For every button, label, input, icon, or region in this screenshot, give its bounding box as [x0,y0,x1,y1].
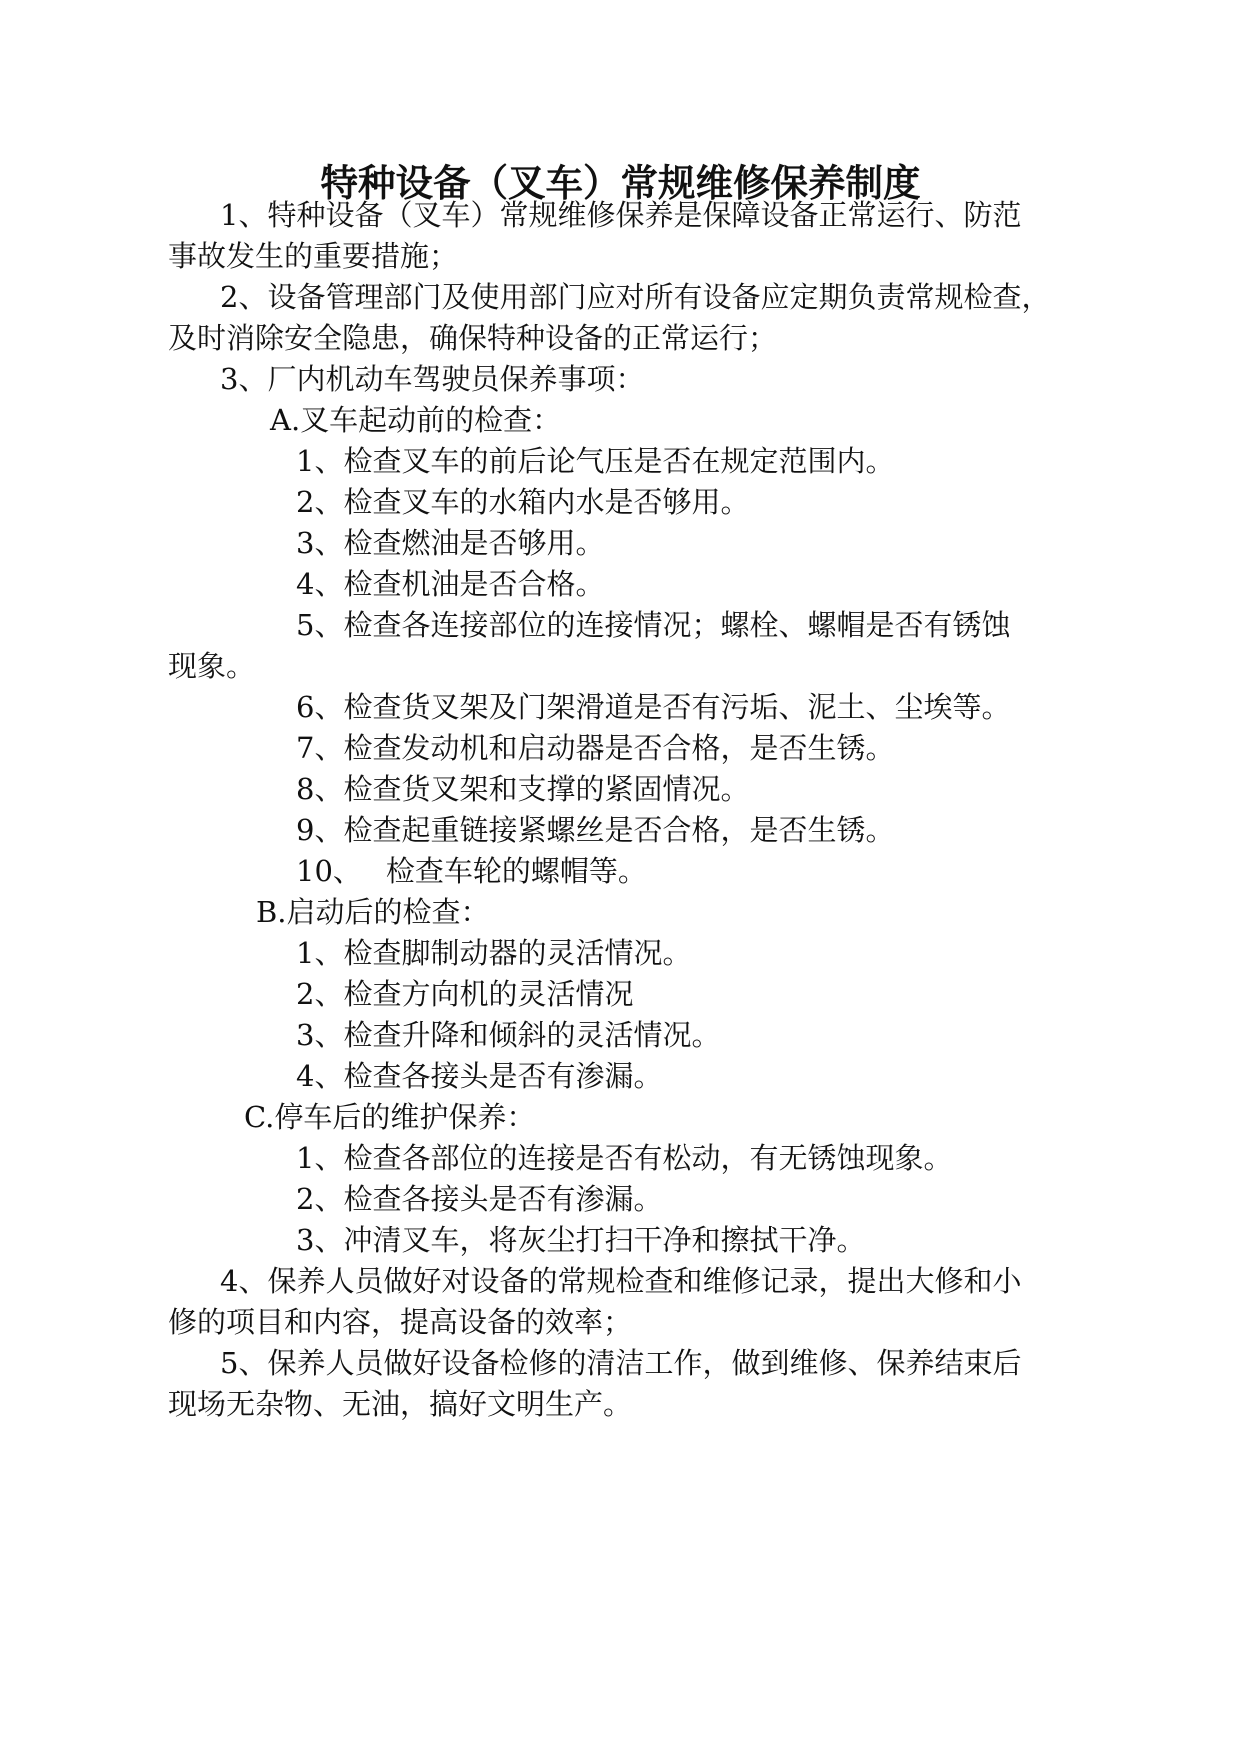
paragraph-4-line-1: 4、保养人员做好对设备的常规检查和维修记录，提出大修和小 [220,1264,1022,1298]
section-c-item-2: 2、检查各接头是否有渗漏。 [296,1182,663,1216]
paragraph-5-line-1: 5、保养人员做好设备检修的清洁工作，做到维修、保养结束后 [220,1346,1022,1380]
section-c-heading: C.停车后的维护保养： [244,1100,536,1134]
section-c-item-3: 3、冲清叉车，将灰尘打扫干净和擦拭干净。 [296,1223,866,1257]
section-a-item-7: 7、检查发动机和启动器是否合格，是否生锈。 [296,731,895,765]
paragraph-3-heading: 3、厂内机动车驾驶员保养事项： [220,362,645,396]
section-c-item-1: 1、检查各部位的连接是否有松动，有无锈蚀现象。 [296,1141,953,1175]
section-a-item-1: 1、检查叉车的前后论气压是否在规定范围内。 [296,444,895,478]
document-title: 特种设备（叉车）常规维修保养制度 [320,161,921,205]
section-a-item-8: 8、检查货叉架和支撑的紧固情况。 [296,772,750,806]
section-a-item-2: 2、检查叉车的水箱内水是否够用。 [296,485,750,519]
section-a-item-5-line-1: 5、检查各连接部位的连接情况；螺栓、螺帽是否有锈蚀 [296,608,1011,642]
section-b-item-3: 3、检查升降和倾斜的灵活情况。 [296,1018,721,1052]
section-a-item-3: 3、检查燃油是否够用。 [296,526,605,560]
paragraph-2-line-2: 及时消除安全隐患，确保特种设备的正常运行； [168,321,778,355]
paragraph-1-line-2: 事故发生的重要措施； [168,239,459,273]
section-a-item-9: 9、检查起重链接紧螺丝是否合格，是否生锈。 [296,813,895,847]
section-a-item-10-text: 检查车轮的螺帽等。 [385,854,647,888]
section-b-item-1: 1、检查脚制动器的灵活情况。 [296,936,692,970]
section-a-item-10-number: 10、 [296,854,362,888]
section-b-item-2: 2、检查方向机的灵活情况 [296,977,634,1011]
paragraph-1-line-1: 1、特种设备（叉车）常规维修保养是保障设备正常运行、防范 [220,198,1022,232]
section-a-heading: A.叉车起动前的检查： [270,403,562,437]
paragraph-5-line-2: 现场无杂物、无油，搞好文明生产。 [168,1387,633,1421]
paragraph-2-line-1: 2、设备管理部门及使用部门应对所有设备应定期负责常规检查， [220,280,1051,314]
section-a-item-5-line-2: 现象。 [168,649,256,683]
paragraph-4-line-2: 修的项目和内容，提高设备的效率； [168,1305,633,1339]
section-b-item-4: 4、检查各接头是否有渗漏。 [296,1059,663,1093]
section-a-item-6: 6、检查货叉架及门架滑道是否有污垢、泥土、尘埃等。 [296,690,1011,724]
section-a-item-4: 4、检查机油是否合格。 [296,567,605,601]
section-a-item-10 [296,848,647,894]
section-b-heading: B.启动后的检查： [256,895,490,929]
